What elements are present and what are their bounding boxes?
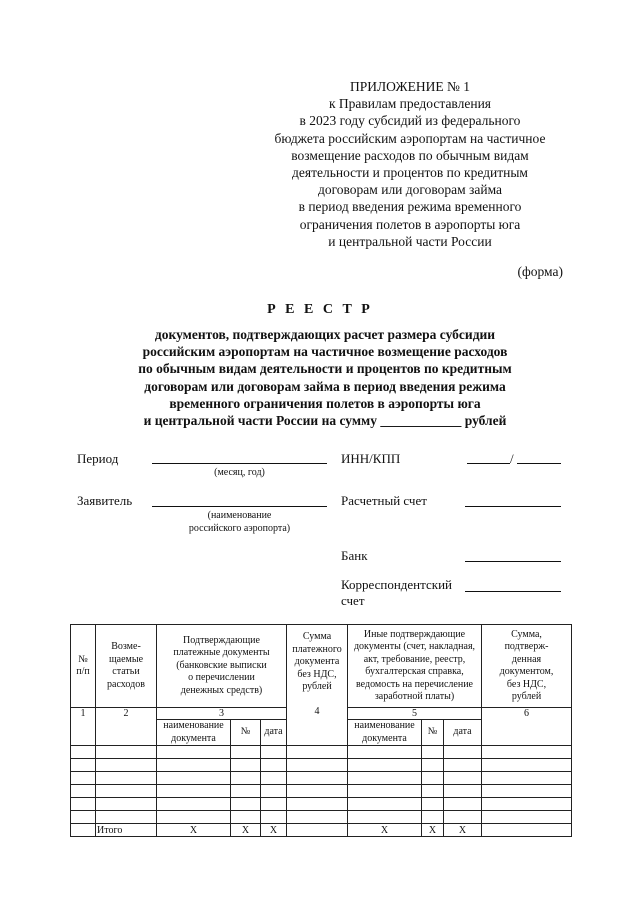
subheader-doc-name [348, 720, 422, 746]
header-text: без НДС, [506, 678, 547, 690]
table-cell[interactable] [71, 785, 96, 798]
table-cell[interactable] [287, 798, 348, 811]
table-cell[interactable] [422, 759, 444, 772]
total-x: X [231, 824, 261, 837]
header-text: денежных средств) [180, 684, 263, 696]
inn-label: ИНН/КПП [341, 451, 401, 466]
header-text: документы (счет, накладная, [353, 641, 476, 652]
header-text: щаемые [108, 653, 144, 665]
table-cell[interactable] [287, 746, 348, 759]
table-cell[interactable] [261, 759, 287, 772]
table-cell[interactable] [482, 798, 572, 811]
table-cell[interactable] [96, 746, 157, 759]
header-confirmed-sum [482, 625, 572, 708]
header-text: Возме- [111, 641, 141, 652]
total-label: Итого [96, 824, 157, 837]
table-cell[interactable] [157, 772, 231, 785]
header-number [71, 625, 96, 708]
appendix-line: деятельности и процентов по кредитным [292, 165, 528, 181]
subheader-no: № [422, 720, 444, 746]
table-cell[interactable] [261, 798, 287, 811]
table-cell [71, 824, 96, 837]
register-table [70, 624, 572, 837]
column-number: 2 [96, 708, 157, 720]
subtitle-line: договорам или договорам займа в период введения режима [144, 378, 506, 394]
account-label: Расчетный счет [341, 493, 427, 508]
table-cell[interactable] [422, 785, 444, 798]
table-cell[interactable] [157, 785, 231, 798]
table-cell[interactable] [261, 746, 287, 759]
total-x: X [348, 824, 422, 837]
header-text: о перечислении [188, 672, 255, 684]
table-cell[interactable] [96, 785, 157, 798]
table-cell[interactable] [422, 811, 444, 824]
header-text: ведомость на перечисление [356, 678, 473, 690]
table-cell[interactable] [348, 746, 422, 759]
account-input-line[interactable] [465, 506, 561, 507]
table-cell[interactable] [96, 772, 157, 785]
subheader-doc-name [157, 720, 231, 746]
header-text: документом, [499, 666, 554, 677]
table-cell[interactable] [444, 785, 482, 798]
table-row [71, 811, 572, 824]
appendix-line: в 2023 году субсидий из федерального [299, 113, 521, 129]
subheader-text: наименование [163, 720, 224, 731]
header-text: статьи [112, 666, 140, 677]
table-cell[interactable] [261, 811, 287, 824]
table-cell[interactable] [482, 746, 572, 759]
header-text: денная [511, 653, 542, 665]
header-text: рублей [302, 681, 332, 692]
column-number: 5 [348, 708, 482, 720]
header-text: рублей [511, 691, 542, 702]
header-text: без НДС, [297, 668, 337, 680]
header-text: подтверж- [504, 641, 549, 652]
table-cell[interactable] [157, 798, 231, 811]
applicant-hint-line: (наименование [207, 510, 272, 521]
header-text: п/п [76, 666, 90, 677]
column-number: 4 [314, 705, 320, 717]
table-cell [482, 824, 572, 837]
form-label: (форма) [517, 264, 563, 279]
corr-account-line: Корреспондентский [341, 577, 452, 592]
header-text: платежные документы [173, 647, 270, 659]
applicant-hint [152, 509, 327, 535]
table-cell[interactable] [157, 759, 231, 772]
bank-input-line[interactable] [465, 561, 561, 562]
table-cell[interactable] [231, 785, 261, 798]
inn-separator: / [510, 451, 514, 466]
header-payment-sum [287, 625, 348, 746]
table-cell[interactable] [287, 811, 348, 824]
table-cell[interactable] [287, 759, 348, 772]
table-cell[interactable] [444, 811, 482, 824]
table-cell[interactable] [287, 772, 348, 785]
appendix-block [250, 78, 570, 250]
table-cell[interactable] [157, 811, 231, 824]
table-cell [287, 824, 348, 837]
table-cell[interactable] [71, 746, 96, 759]
table-cell[interactable] [231, 746, 261, 759]
total-x: X [444, 824, 482, 837]
table-cell [71, 720, 96, 746]
subheader-text: наименование [354, 720, 415, 731]
period-input-line[interactable] [152, 463, 327, 464]
table-row [71, 759, 572, 772]
subheader-no: № [231, 720, 261, 746]
table-cell[interactable] [261, 785, 287, 798]
subheader-text: документа [362, 732, 407, 744]
column-number: 6 [482, 708, 572, 720]
table-cell[interactable] [96, 798, 157, 811]
bank-label: Банк [341, 548, 368, 563]
table-cell[interactable] [348, 759, 422, 772]
header-text: Иные подтверждающие [363, 628, 466, 640]
subtitle-line: российским аэропортам на частичное возмещение расходов [142, 344, 508, 360]
table-cell [482, 720, 572, 746]
table-cell[interactable] [422, 798, 444, 811]
table-cell[interactable] [231, 759, 261, 772]
appendix-line: ПРИЛОЖЕНИЕ № 1 [349, 79, 471, 94]
table-row [71, 772, 572, 785]
table-cell[interactable] [348, 772, 422, 785]
header-text: Подтверждающие [183, 634, 260, 646]
total-x: X [157, 824, 231, 837]
table-cell[interactable] [444, 746, 482, 759]
appendix-line: ограничения полетов в аэропорты юга [299, 216, 521, 232]
subtitle-line: по обычным видам деятельности и процентов по кредитным [138, 361, 512, 377]
table-cell[interactable] [96, 811, 157, 824]
table-cell[interactable] [261, 772, 287, 785]
subheader-date: дата [444, 720, 482, 746]
table-cell[interactable] [71, 811, 96, 824]
table-cell[interactable] [348, 811, 422, 824]
header-text: документа [294, 656, 340, 667]
applicant-hint-line: российского аэропорта) [188, 523, 291, 534]
table-cell[interactable] [444, 798, 482, 811]
period-label: Период [77, 451, 119, 466]
table-row [71, 746, 572, 759]
appendix-line: возмещение расходов по обычным видам [291, 147, 529, 163]
appendix-line: в период введения режима временного [298, 199, 522, 215]
total-x: X [261, 824, 287, 837]
kpp-input-line[interactable] [517, 463, 561, 464]
register-title: Р Е Е С Т Р [267, 302, 373, 317]
table-cell[interactable] [231, 772, 261, 785]
header-expense-items [96, 625, 157, 708]
header-text: заработной платы) [374, 691, 455, 702]
column-number: 3 [157, 708, 287, 720]
table-cell[interactable] [348, 798, 422, 811]
header-text: акт, требование, реестр, [363, 653, 466, 665]
table-cell[interactable] [482, 811, 572, 824]
table-row [71, 798, 572, 811]
header-text: Сумма [302, 631, 332, 642]
subtitle-line: и центральной части России на сумму ____________ рублей [143, 413, 507, 429]
table-cell[interactable] [71, 798, 96, 811]
table-cell[interactable] [231, 811, 261, 824]
column-number: 1 [71, 708, 96, 720]
table-row [71, 785, 572, 798]
header-payment-docs [157, 625, 287, 708]
header-text: Сумма, [511, 628, 542, 640]
subheader-text: документа [171, 732, 216, 744]
table-cell[interactable] [157, 746, 231, 759]
applicant-input-line[interactable] [152, 506, 327, 507]
table-cell[interactable] [231, 798, 261, 811]
appendix-line: и центральной части России [328, 233, 492, 249]
header-text: платежного [292, 643, 342, 655]
table-cell[interactable] [422, 746, 444, 759]
corr-account-input-line[interactable] [465, 591, 561, 592]
corr-account-label [341, 577, 452, 609]
subheader-date: дата [261, 720, 287, 746]
table-cell[interactable] [71, 772, 96, 785]
register-subtitle [60, 326, 590, 429]
header-text: (банковские выписки [176, 659, 267, 671]
subtitle-line: временного ограничения полетов в аэропорты юга [169, 395, 481, 411]
header-text: № [78, 653, 88, 665]
appendix-line: бюджета российским аэропортам на частичное [274, 130, 546, 146]
table-cell[interactable] [96, 759, 157, 772]
table-cell[interactable] [71, 759, 96, 772]
table-cell[interactable] [422, 772, 444, 785]
applicant-label: Заявитель [77, 493, 133, 508]
appendix-line: договорам или договорам займа [317, 182, 503, 198]
header-text: бухгалтерская справка, [365, 666, 464, 677]
subtitle-line: документов, подтверждающих расчет размера субсидии [154, 327, 496, 342]
total-row [71, 824, 572, 837]
table-cell[interactable] [444, 759, 482, 772]
table-cell[interactable] [348, 785, 422, 798]
table-cell[interactable] [482, 785, 572, 798]
table-cell[interactable] [482, 772, 572, 785]
table-cell [96, 720, 157, 746]
table-cell[interactable] [444, 772, 482, 785]
table-cell[interactable] [287, 785, 348, 798]
header-text: расходов [107, 678, 145, 690]
corr-account-line: счет [341, 593, 365, 608]
inn-input-line[interactable] [467, 463, 510, 464]
header-other-docs [348, 625, 482, 708]
appendix-line: к Правилам предоставления [328, 96, 492, 112]
total-x: X [422, 824, 444, 837]
period-hint: (месяц, год) [214, 467, 265, 478]
table-cell[interactable] [482, 759, 572, 772]
